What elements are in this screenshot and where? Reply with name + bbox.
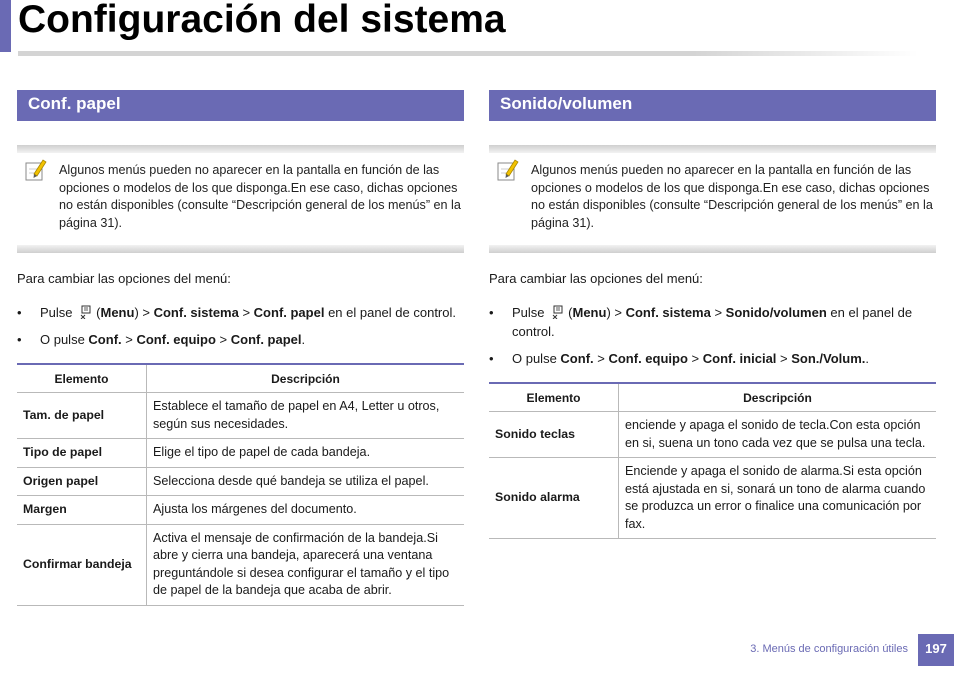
step-text: > — [238, 305, 254, 320]
step-text: > — [687, 351, 703, 366]
step-text: > — [121, 332, 137, 347]
menu-path-item: Conf. papel — [230, 332, 302, 347]
page-title: Configuración del sistema — [18, 0, 506, 41]
intro-text: Para cambiar las opciones del menú: — [489, 271, 703, 286]
bullet: • — [17, 305, 22, 320]
table-header-description: Descripción — [147, 364, 465, 393]
pencil-note-icon — [497, 158, 519, 182]
title-accent-bar — [0, 0, 11, 52]
row-description: enciende y apaga el sonido de tecla.Con esta opción en si, suena un tono cada vez que se pulsa una tecla. — [619, 412, 937, 458]
row-element: Margen — [17, 496, 147, 525]
row-element: Sonido teclas — [489, 412, 619, 458]
table-row — [489, 458, 936, 539]
menu-path-item: Conf. inicial — [702, 351, 777, 366]
step-text: ) > — [606, 305, 626, 320]
footer-chapter: 3. Menús de configuración útiles — [750, 643, 908, 655]
menu-key-icon — [80, 305, 92, 319]
row-description: Ajusta los márgenes del documento. — [147, 496, 465, 525]
bullet: • — [489, 305, 494, 320]
row-description: Activa el mensaje de confirmación de la bandeja.Si abre y cierra una bandeja, aparecerá una ventana preguntándole si desea configurar el tamaño y el tipo de papel de la bandeja que acaba de abrir. — [147, 524, 465, 605]
settings-table — [489, 382, 936, 539]
row-description: Selecciona desde qué bandeja se utiliza el papel. — [147, 467, 465, 496]
step-text: ( — [96, 305, 101, 320]
menu-label: Menu — [572, 305, 607, 320]
page-number: 197 — [918, 634, 954, 666]
step-text: . — [301, 332, 306, 347]
settings-table — [17, 363, 464, 606]
note-bottom-border — [489, 245, 936, 253]
note-top-border — [489, 145, 936, 153]
note-text: Algunos menús pueden no aparecer en la pantalla en función de las opciones o modelos de los que disponga.En ese caso, dichas opciones no están disponibles (consulte “Descripción general de los menús” en la página 31). — [531, 163, 933, 230]
row-description: Elige el tipo de papel de cada bandeja. — [147, 439, 465, 468]
table-row — [17, 524, 464, 605]
row-description: Enciende y apaga el sonido de alarma.Si esta opción está ajustada en si, sonará un tono de alarma cuando se produzca un error o finalice una comunicación por fax. — [619, 458, 937, 539]
bullet: • — [489, 351, 494, 366]
row-element: Sonido alarma — [489, 458, 619, 539]
title-divider — [18, 51, 918, 56]
table-header-element: Elemento — [489, 383, 619, 412]
bullet: • — [17, 332, 22, 347]
step-text: ) > — [134, 305, 154, 320]
step-text: O pulse — [40, 332, 89, 347]
note-top-border — [17, 145, 464, 153]
step-text: O pulse — [512, 351, 561, 366]
section-heading: Sonido/volumen — [489, 90, 936, 121]
step-text: Pulse — [40, 305, 77, 320]
step-text: en el panel de control. — [324, 305, 456, 320]
table-header-element: Elemento — [17, 364, 147, 393]
table-row — [17, 467, 464, 496]
steps-list — [17, 303, 464, 349]
table-row — [17, 496, 464, 525]
section-heading: Conf. papel — [17, 90, 464, 121]
step-text: Pulse — [512, 305, 549, 320]
section-conf-papel — [17, 90, 464, 606]
row-description: Establece el tamaño de papel en A4, Letter u otros, según sus necesidades. — [147, 393, 465, 439]
pencil-note-icon — [25, 158, 47, 182]
table-row — [17, 393, 464, 439]
menu-path-item: Son./Volum. — [791, 351, 866, 366]
step-text: > — [215, 332, 231, 347]
note-box — [489, 145, 936, 253]
step-text: . — [865, 351, 870, 366]
menu-path-item: Conf. — [560, 351, 594, 366]
step-item — [17, 330, 464, 349]
note-box — [17, 145, 464, 253]
step-text: en el panel de control. — [512, 305, 913, 339]
menu-path-item: Conf. sistema — [625, 305, 711, 320]
step-text: > — [710, 305, 726, 320]
table-row — [17, 439, 464, 468]
menu-path-item: Sonido/volumen — [725, 305, 827, 320]
table-row — [489, 412, 936, 458]
step-item — [489, 349, 936, 368]
steps-list — [489, 303, 936, 368]
intro-text: Para cambiar las opciones del menú: — [17, 271, 231, 286]
menu-path-item: Conf. equipo — [608, 351, 688, 366]
step-text: > — [593, 351, 609, 366]
menu-path-item: Conf. sistema — [153, 305, 239, 320]
row-element: Tam. de papel — [17, 393, 147, 439]
row-element: Origen papel — [17, 467, 147, 496]
note-text: Algunos menús pueden no aparecer en la pantalla en función de las opciones o modelos de los que disponga.En ese caso, dichas opciones no están disponibles (consulte “Descripción general de los menús” en la página 31). — [59, 163, 461, 230]
row-element: Confirmar bandeja — [17, 524, 147, 605]
row-element: Tipo de papel — [17, 439, 147, 468]
step-text: > — [776, 351, 792, 366]
menu-key-icon — [552, 305, 564, 319]
step-item — [489, 303, 936, 341]
section-sonido-volumen — [489, 90, 936, 539]
menu-label: Menu — [100, 305, 135, 320]
menu-path-item: Conf. papel — [253, 305, 325, 320]
table-header-description: Descripción — [619, 383, 937, 412]
step-text: ( — [568, 305, 573, 320]
menu-path-item: Conf. equipo — [136, 332, 216, 347]
menu-path-item: Conf. — [88, 332, 122, 347]
note-bottom-border — [17, 245, 464, 253]
step-item — [17, 303, 464, 322]
